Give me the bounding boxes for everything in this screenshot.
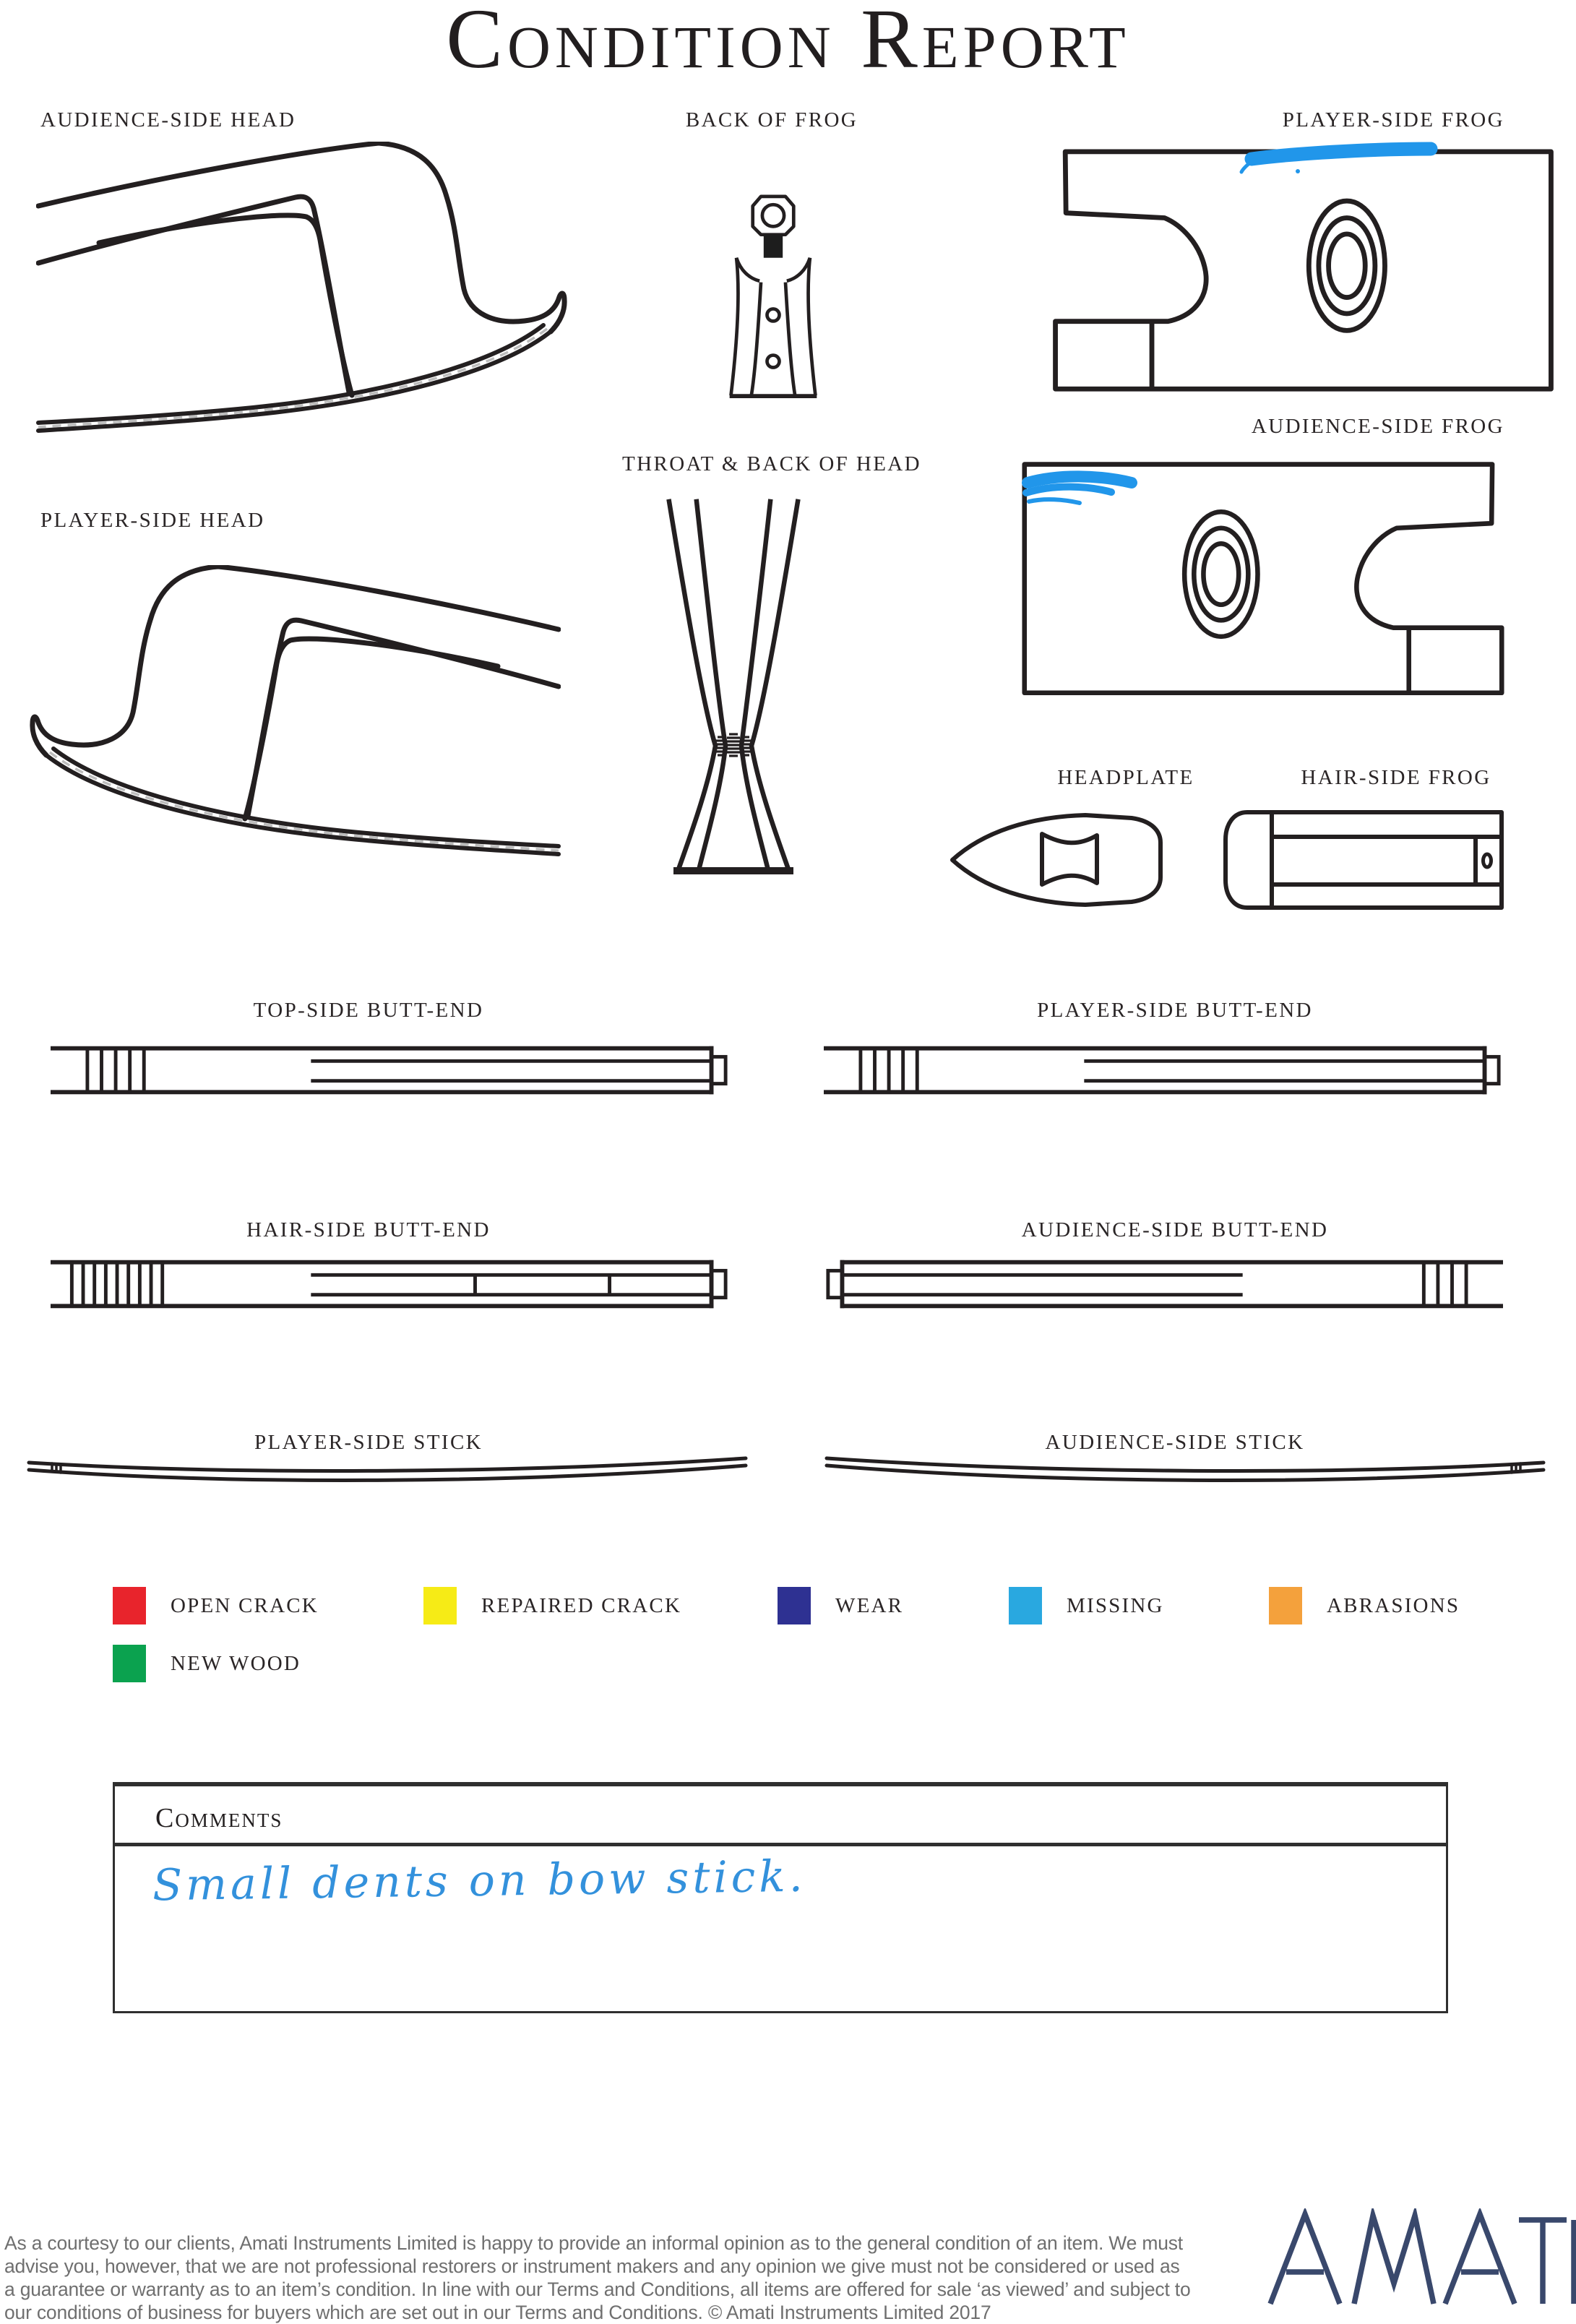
- frog-side-icon: [1052, 149, 1554, 395]
- bow-head-icon: [26, 565, 561, 857]
- player-side-butt-end-drawing: [824, 1043, 1503, 1097]
- legend-item-wear: [778, 1587, 903, 1624]
- butt-end-icon: [824, 1043, 1503, 1097]
- player-side-frog-drawing: [1052, 149, 1554, 395]
- blue-marker-stroke-icon: [1237, 137, 1447, 178]
- butt-end-icon: [824, 1257, 1503, 1311]
- legend-label: ABRASIONS: [1327, 1593, 1460, 1617]
- amati-logo-icon: [1265, 2208, 1576, 2312]
- throat-icon: [658, 499, 809, 879]
- butt-end-icon: [51, 1043, 730, 1097]
- headplate-drawing: [947, 806, 1178, 913]
- comments-heading: Comments: [155, 1803, 283, 1833]
- headplate-icon: [947, 806, 1178, 913]
- label-top-side-butt-end: TOP-SIDE BUTT-END: [253, 999, 484, 1022]
- audience-side-butt-end-drawing: [824, 1257, 1503, 1311]
- missing-swatch: [1009, 1587, 1042, 1624]
- butt-end-icon: [51, 1257, 730, 1311]
- stick-icon: [824, 1454, 1546, 1489]
- bow-head-icon: [36, 142, 571, 434]
- label-player-side-butt-end: PLAYER-SIDE BUTT-END: [1037, 999, 1313, 1022]
- amati-logo: [1265, 2208, 1576, 2312]
- frog-hair-side-icon: [1221, 809, 1504, 911]
- label-headplate: HEADPLATE: [1057, 766, 1194, 789]
- legend-item-open-crack: [113, 1587, 319, 1624]
- player-side-head-drawing: [26, 565, 561, 857]
- label-hair-side-butt-end: HAIR-SIDE BUTT-END: [246, 1218, 491, 1241]
- disclaimer-line: advise you, however, that we are not professional restorers or instrument makers and any opinion we give must not be considered or used as: [4, 2255, 1180, 2277]
- hair-side-butt-end-drawing: [51, 1257, 730, 1311]
- handwritten-comment: Small dents on bow stick.: [152, 1851, 807, 1911]
- label-player-side-frog: PLAYER-SIDE FROG: [1282, 108, 1504, 132]
- audience-side-stick-drawing: [824, 1454, 1546, 1489]
- label-back-of-frog: BACK OF FROG: [685, 108, 858, 132]
- comments-divider: [113, 1843, 1448, 1846]
- legend-label: OPEN CRACK: [171, 1593, 319, 1617]
- back-of-frog-drawing: [725, 192, 821, 400]
- legend-item-new-wood: [113, 1645, 301, 1682]
- legend-item-repaired-crack: [423, 1587, 681, 1624]
- footer-disclaimer: [4, 2232, 1191, 2324]
- player-side-stick-drawing: [26, 1454, 749, 1489]
- throat-back-of-head-drawing: [658, 499, 809, 879]
- hair-side-frog-drawing: [1221, 809, 1504, 911]
- missing-mark-player-side-frog: [1237, 137, 1447, 178]
- label-audience-side-stick: AUDIENCE-SIDE STICK: [1045, 1431, 1305, 1454]
- label-audience-side-head: AUDIENCE-SIDE HEAD: [40, 108, 296, 132]
- legend-item-missing: [1009, 1587, 1164, 1624]
- disclaimer-line: a guarantee or warranty as to an item’s condition. In line with our Terms and Conditions, all items are offered for sale ‘as viewed’ and subject to: [4, 2278, 1191, 2300]
- label-throat-back-of-head: THROAT & BACK OF HEAD: [621, 452, 922, 475]
- top-side-butt-end-drawing: [51, 1043, 730, 1097]
- label-audience-side-frog: AUDIENCE-SIDE FROG: [1251, 415, 1504, 438]
- label-audience-side-butt-end: AUDIENCE-SIDE BUTT-END: [1021, 1218, 1329, 1241]
- label-hair-side-frog: HAIR-SIDE FROG: [1301, 766, 1491, 789]
- legend-label: REPAIRED CRACK: [481, 1593, 682, 1617]
- label-player-side-stick: PLAYER-SIDE STICK: [254, 1431, 483, 1454]
- missing-mark-audience-side-frog: [1019, 468, 1142, 519]
- abrasions-swatch: [1269, 1587, 1302, 1624]
- audience-side-head-drawing: [36, 142, 571, 434]
- frog-back-icon: [725, 192, 821, 400]
- legend-label: NEW WOOD: [171, 1651, 301, 1675]
- repaired-crack-swatch: [423, 1587, 457, 1624]
- stick-icon: [26, 1454, 749, 1489]
- legend-item-abrasions: [1269, 1587, 1460, 1624]
- screw-hatch-middle: [725, 734, 741, 756]
- open-crack-swatch: [113, 1587, 146, 1624]
- page-title: Condition Report: [446, 0, 1130, 86]
- disclaimer-line: As a courtesy to our clients, Amati Instruments Limited is happy to provide an informal opinion as to the general condition of an item. We must: [4, 2232, 1183, 2254]
- disclaimer-line: our conditions of business for buyers which are set out in our Terms and Conditions. © Amati Instruments Limited 2017: [4, 2302, 991, 2323]
- comments-box: [113, 1782, 1448, 2013]
- legend-label: MISSING: [1067, 1593, 1164, 1617]
- legend-label: WEAR: [835, 1593, 904, 1617]
- label-player-side-head: PLAYER-SIDE HEAD: [40, 509, 265, 532]
- wear-swatch: [778, 1587, 811, 1624]
- new-wood-swatch: [113, 1645, 146, 1682]
- blue-marker-scribble-icon: [1019, 468, 1142, 519]
